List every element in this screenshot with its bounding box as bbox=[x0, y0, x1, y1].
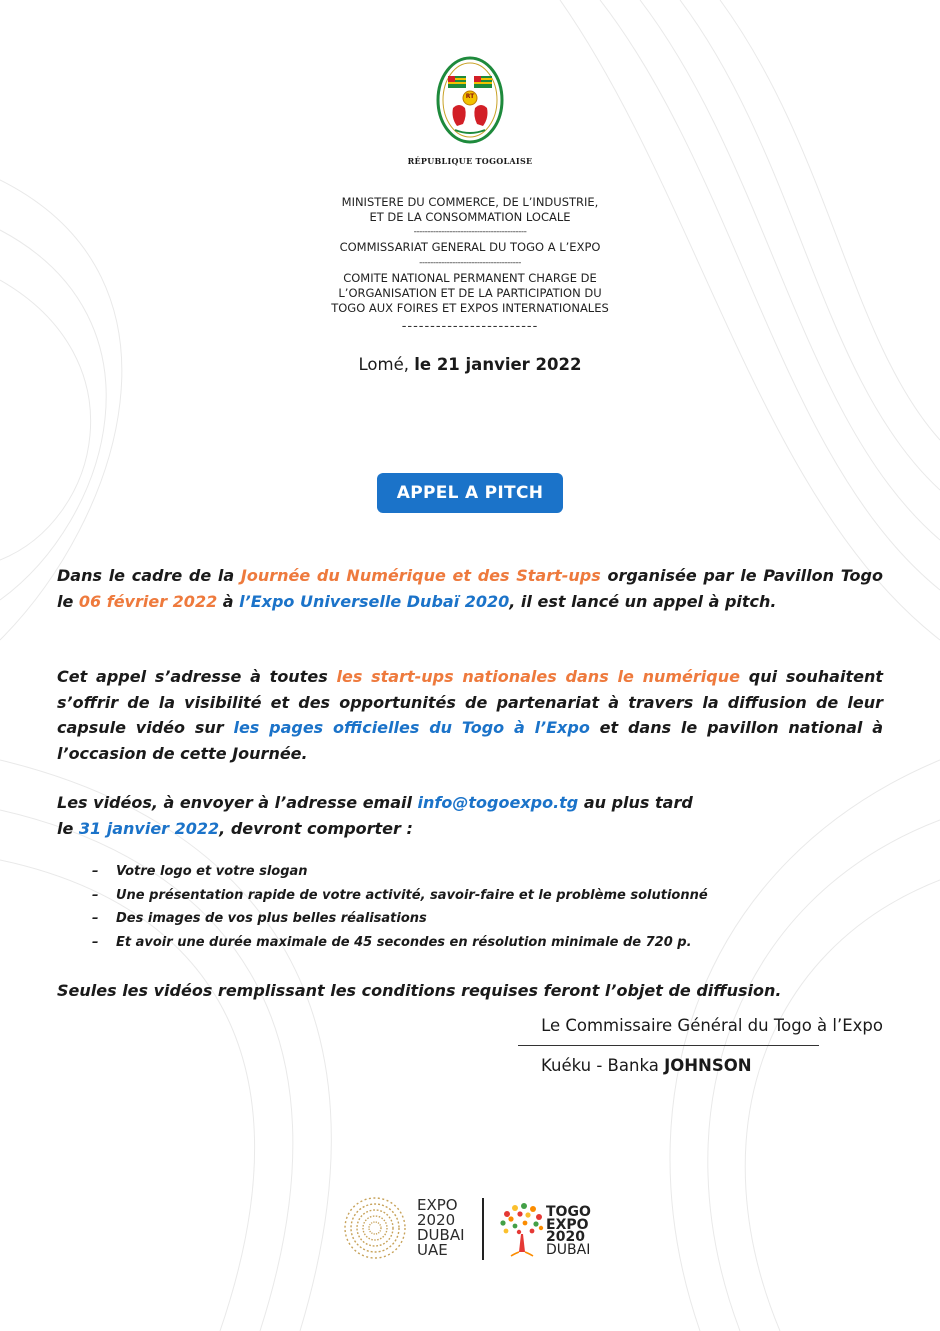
signature-rule bbox=[518, 1045, 819, 1046]
list-item: – Votre logo et votre slogan bbox=[92, 860, 852, 884]
p3-text-1: Les vidéos, à envoyer à l’adresse email bbox=[57, 793, 418, 812]
paragraph-intro bbox=[57, 563, 883, 614]
committee-line-3: TOGO AUX FOIRES ET EXPOS INTERNATIONALES bbox=[331, 301, 609, 315]
separator-2: ------------------------------------- bbox=[419, 258, 521, 268]
signatory-last-name: JOHNSON bbox=[664, 1056, 752, 1075]
expo-line-1: EXPO bbox=[417, 1196, 458, 1214]
p2-text-1: Cet appel s’adresse à toutes bbox=[57, 667, 337, 686]
expo-line-3: DUBAI bbox=[417, 1226, 465, 1244]
p3-text-2: au plus tard bbox=[578, 793, 693, 812]
separator-1: ----------------------------------------- bbox=[413, 227, 527, 237]
date-place: Lomé, bbox=[358, 355, 415, 374]
list-item: – Des images de vos plus belles réalisations bbox=[92, 907, 852, 931]
submission-deadline: 31 janvier 2022 bbox=[78, 818, 220, 838]
committee-line-1: COMITE NATIONAL PERMANENT CHARGE DE bbox=[343, 271, 597, 285]
ministry-line-1: MINISTERE DU COMMERCE, DE L’INDUSTRIE, bbox=[341, 195, 599, 209]
togo-line-1: TOGO bbox=[546, 1204, 591, 1220]
p2-text-2: qui souhaitent s’offrir de la visibilité et des opportunités de partenariat à travers la diffusion de leur capsule vidéo sur bbox=[57, 667, 883, 737]
expo-2020-wordmark bbox=[417, 1198, 465, 1258]
committee-line-2: L’ORGANISATION ET DE LA PARTICIPATION DU bbox=[338, 286, 602, 300]
p1-event-name: Journée du Numérique et des Start-ups bbox=[240, 566, 601, 585]
p2-text-3: et dans le pavillon national à l’occasion de cette Journée. bbox=[57, 718, 884, 763]
signatory-title: Le Commissaire Général du Togo à l’Expo bbox=[541, 1016, 883, 1035]
commissariat-line: COMMISSARIAT GENERAL DU TOGO A L’EXPO bbox=[339, 240, 601, 254]
p3-text-3: le bbox=[57, 818, 79, 838]
requirements-list bbox=[92, 860, 852, 954]
appel-a-pitch-title-badge: APPEL A PITCH bbox=[377, 473, 563, 513]
footer-logo-divider bbox=[482, 1198, 484, 1260]
p3-text-4: , devront comporter : bbox=[219, 818, 413, 838]
p1-text-2: organisée par le Pavillon Togo le bbox=[57, 566, 883, 611]
p1-text-1: Dans le cadre de la bbox=[57, 566, 241, 585]
paragraph-audience bbox=[57, 664, 883, 766]
submission-email-link[interactable]: info@togoexpo.tg bbox=[417, 793, 579, 812]
togo-coat-of-arms-emblem bbox=[433, 56, 507, 156]
togo-expo-tree-icon bbox=[497, 1200, 547, 1258]
list-item: – Une présentation rapide de votre activité, savoir-faire et le problème solutionné bbox=[92, 884, 852, 908]
p1-text-4: , il est lancé un appel à pitch. bbox=[509, 591, 777, 611]
togo-line-2: EXPO bbox=[546, 1216, 589, 1233]
date-line bbox=[0, 355, 940, 374]
p1-text-3: à bbox=[217, 591, 240, 611]
expo-2020-emblem-icon bbox=[340, 1193, 410, 1263]
date-value: le 21 janvier 2022 bbox=[414, 355, 582, 374]
expo-line-4: UAE bbox=[417, 1241, 448, 1259]
emblem-badge-text: RT bbox=[465, 93, 475, 100]
p2-target-startups: les start-ups nationales dans le numérique bbox=[336, 667, 740, 686]
ministry-line-2: ET DE LA CONSOMMATION LOCALE bbox=[369, 210, 571, 224]
togo-expo-wordmark bbox=[546, 1206, 591, 1256]
p2-official-pages: les pages officielles du Togo à l’Expo bbox=[233, 718, 590, 737]
togo-line-3: 2020 bbox=[546, 1229, 585, 1245]
paragraph-submission bbox=[57, 790, 883, 841]
list-item: – Et avoir une durée maximale de 45 secondes en résolution minimale de 720 p. bbox=[92, 931, 852, 955]
expo-line-2: 2020 bbox=[417, 1211, 456, 1229]
signatory-first-name: Kuéku - Banka bbox=[541, 1056, 665, 1075]
republic-label: RÉPUBLIQUE TOGOLAISE bbox=[407, 156, 533, 166]
togo-line-4: DUBAI bbox=[546, 1241, 591, 1258]
signatory-name bbox=[541, 1056, 752, 1075]
closing-statement: Seules les vidéos remplissant les conditions requises feront l’objet de diffusion. bbox=[57, 981, 782, 1000]
p1-expo-name: l’Expo Universelle Dubaï 2020 bbox=[239, 591, 510, 611]
p1-event-date: 06 février 2022 bbox=[78, 591, 218, 611]
separator-3: ------------------------ bbox=[401, 319, 539, 334]
